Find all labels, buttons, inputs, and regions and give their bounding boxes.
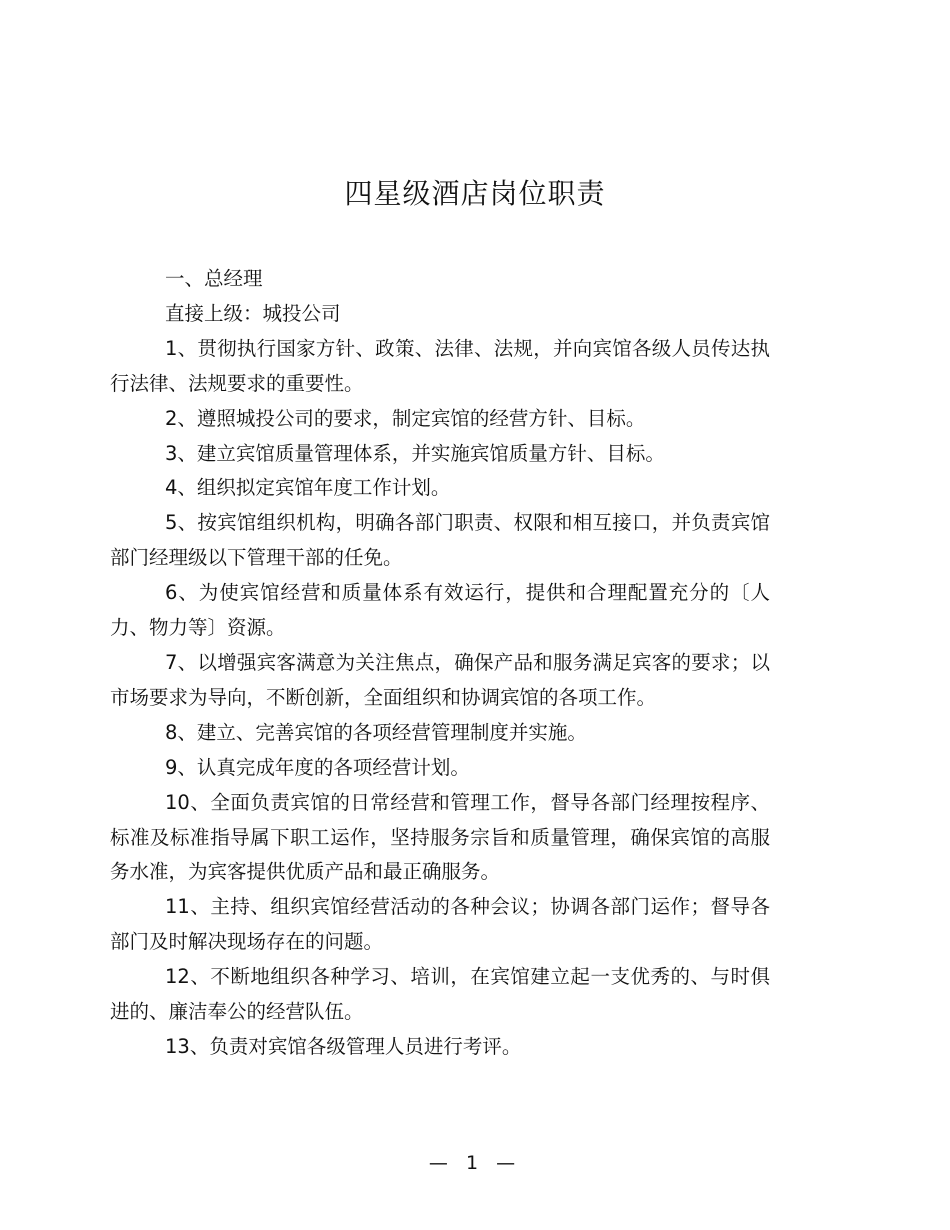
duty-item: 5、按宾馆组织机构，明确各部门职责、权限和相互接口，并负责宾馆部门经理级以下管理干部的任免。 bbox=[110, 511, 770, 570]
duty-item: 9、认真完成年度的各项经营计划。 bbox=[165, 755, 470, 779]
duty-item: 3、建立宾馆质量管理体系，并实施宾馆质量方针、目标。 bbox=[165, 441, 665, 465]
section-heading: 一、总经理 bbox=[165, 267, 263, 290]
duty-item: 1、贯彻执行国家方针、政策、法律、法规，并向宾馆各级人员传达执行法律、法规要求的重要性。 bbox=[110, 336, 770, 395]
duty-item: 2、遵照城投公司的要求，制定宾馆的经营方针、目标。 bbox=[165, 406, 646, 430]
duty-item: 6、为使宾馆经营和质量体系有效运行，提供和合理配置充分的〔人力、物力等〕资源。 bbox=[110, 581, 770, 640]
duty-item: 4、组织拟定宾馆年度工作计划。 bbox=[165, 476, 451, 500]
direct-superior: 直接上级：城投公司 bbox=[165, 301, 341, 325]
document-title: 四星级酒店岗位职责 bbox=[344, 177, 606, 210]
duty-item: 8、建立、完善宾馆的各项经营管理制度并实施。 bbox=[165, 720, 587, 744]
duty-item: 7、以增强宾客满意为关注焦点，确保产品和服务满足宾客的要求；以市场要求为导向，不断创新，全面组织和协调宾馆的各项工作。 bbox=[110, 650, 770, 709]
duty-item: 13、负责对宾馆各级管理人员进行考评。 bbox=[165, 1034, 522, 1058]
page-number: — 1 — bbox=[428, 1152, 522, 1174]
duty-item: 12、不断地组织各种学习、培训，在宾馆建立起一支优秀的、与时俱进的、廉洁奉公的经营队伍。 bbox=[110, 965, 770, 1024]
document-body bbox=[110, 262, 770, 1065]
duty-item: 11、主持、组织宾馆经营活动的各种会议；协调各部门运作；督导各部门及时解决现场存在的问题。 bbox=[110, 895, 770, 954]
duty-item: 10、全面负责宾馆的日常经营和管理工作，督导各部门经理按程序、标准及标准指导属下职工运作，坚持服务宗旨和质量管理，确保宾馆的高服务水准，为宾客提供优质产品和最正确服务。 bbox=[110, 790, 770, 884]
